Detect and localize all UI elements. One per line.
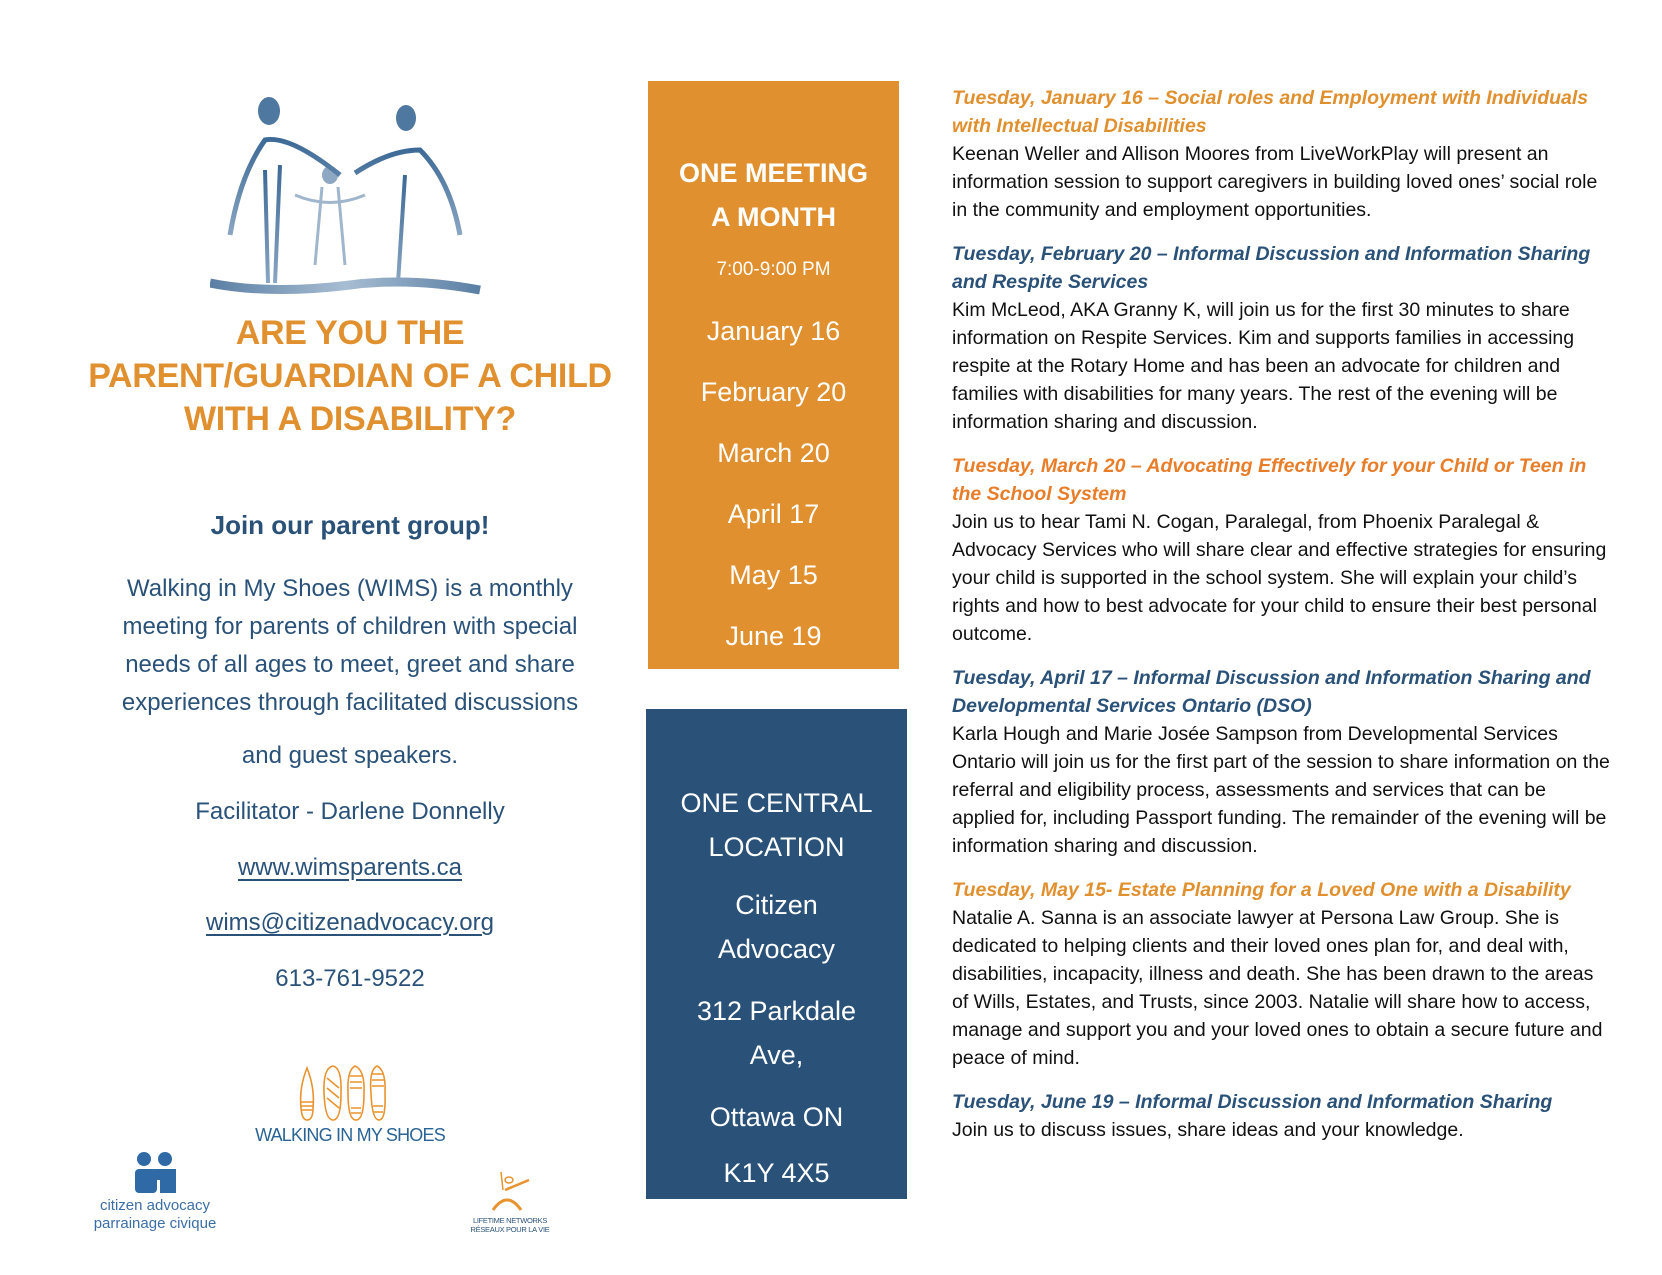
family-figures-icon [210,95,490,295]
meeting-date: February 20 [700,377,847,407]
organization-line: Advocacy [717,934,836,964]
meeting-date: March 20 [717,438,830,468]
location-box [646,709,907,1199]
meeting-date: May 15 [729,560,818,590]
phone-number: 613-761-9522 [275,965,425,992]
street-line: Ave, [749,1040,804,1070]
schedule-title [648,151,899,239]
description-line: experiences through facilitated discussions [121,689,579,716]
meeting-date: April 17 [727,499,820,529]
meeting-time: 7:00-9:00 PM [716,259,831,280]
event-description: Natalie A. Sanna is an associate lawyer at Persona Law Group. She is dedicated to helping clients and their loved ones plan for, and deal with, disabilities, incapacity, illness and death. She has been drawn to the areas of Wills, Estates, and Trusts, since 2003. Natalie will share how to access, manage and support you and your loved ones to obtain a secure future and peace of mind. [952,907,1603,1069]
facilitator: Facilitator - Darlene Donnelly [195,798,505,825]
schedule-title-line: A MONTH [711,202,836,232]
event-title: Tuesday, June 19 – Informal Discussion and Information Sharing [952,1091,1553,1113]
event-item [952,664,1612,860]
headline-line: PARENT/GUARDIAN OF A CHILD [88,357,612,395]
headline [60,312,640,441]
email-link[interactable]: wims@citizenadvocacy.org [205,909,494,936]
schedule-title-line: ONE MEETING [678,158,868,188]
event-item [952,1088,1612,1144]
schedule-box [648,81,899,669]
event-description: Join us to hear Tami N. Cogan, Paralegal, from Phoenix Paralegal & Advocacy Services who will share clear and effective strategies for ensuring your child is supported in the school system. She will explain your child’s rights and how to best advocate for your child to ensure their best personal outcome. [952,511,1607,645]
event-item [952,84,1612,224]
description-tail: and guest speakers. [241,742,459,769]
meeting-dates [648,301,899,667]
event-description: Kim McLeod, AKA Granny K, will join us for the first 30 minutes to share information on Respite Services. Kim and supports families in accessing respite at the Rotary Home and has been an advocate for children and families with disabilities for many years. The rest of the evening will be information sharing and discussion. [952,299,1575,433]
website-link[interactable]: www.wimsparents.ca [237,854,463,881]
description-line: needs of all ages to meet, greet and share [125,651,575,678]
location-title-line: LOCATION [708,832,845,862]
citizen-advocacy-logo [80,1145,230,1250]
street-line: 312 Parkdale [696,996,857,1026]
location-title [646,781,907,869]
location-organization [646,883,907,971]
event-list [952,84,1612,1160]
event-title: Tuesday, May 15- Estate Planning for a Loved One with a Disability [952,879,1571,901]
event-item [952,876,1612,1072]
website-row [80,854,620,882]
event-title: Tuesday, March 20 – Advocating Effectively for your Child or Teen in the School System [952,455,1587,505]
email-row [80,909,620,937]
lifetime-figure-icon [487,1170,533,1214]
lifetime-networks-text: LIFETIME NETWORKS [472,1216,548,1225]
event-description: Karla Hough and Marie Josée Sampson from Developmental Services Ontario will join us for the first part of the session to share information on the referral and eligibility process, assessments and services that can be applied for, including Passport funding. The remainder of the evening will be information sharing and discussion. [952,723,1610,857]
lifetime-networks-logo [455,1170,565,1240]
event-item [952,452,1612,648]
citizen-advocacy-text: citizen advocacy [99,1197,211,1214]
walking-in-my-shoes-logo-text: WALKING IN MY SHOES [255,1125,445,1145]
citizen-advocacy-icon [130,1150,180,1195]
headline-line: ARE YOU THE [235,314,465,352]
location-postal-code: K1Y 4X5 [723,1158,830,1188]
location-title-line: ONE CENTRAL [680,788,873,818]
event-title: Tuesday, February 20 – Informal Discussion and Information Sharing and Respite Services [952,243,1591,293]
event-title: Tuesday, January 16 – Social roles and Employment with Individuals with Intellectual Disabilities [952,87,1589,137]
group-description [80,570,620,722]
event-description: Keenan Weller and Allison Moores from LiveWorkPlay will present an information session to support caregivers in building loved ones’ social role in the community and employment opportunities. [952,143,1598,221]
location-city: Ottawa ON [709,1102,844,1132]
event-description: Join us to discuss issues, share ideas and your knowledge. [952,1119,1464,1141]
event-title: Tuesday, April 17 – Informal Discussion and Information Sharing and Developmental Services Ontario (DSO) [952,667,1591,717]
parrainage-civique-text: parrainage civique [93,1215,217,1232]
headline-line: WITH A DISABILITY? [183,400,517,438]
event-item [952,240,1612,436]
reseaux-pour-la-vie-text: RÉSEAUX POUR LA VIE [470,1225,550,1234]
join-heading: Join our parent group! [210,510,490,540]
meeting-date: June 19 [725,621,822,651]
meeting-date: January 16 [706,316,841,346]
organization-line: Citizen [735,890,818,920]
description-line: meeting for parents of children with special [122,613,578,640]
description-line: Walking in My Shoes (WIMS) is a monthly [127,575,573,602]
location-street [646,989,907,1077]
